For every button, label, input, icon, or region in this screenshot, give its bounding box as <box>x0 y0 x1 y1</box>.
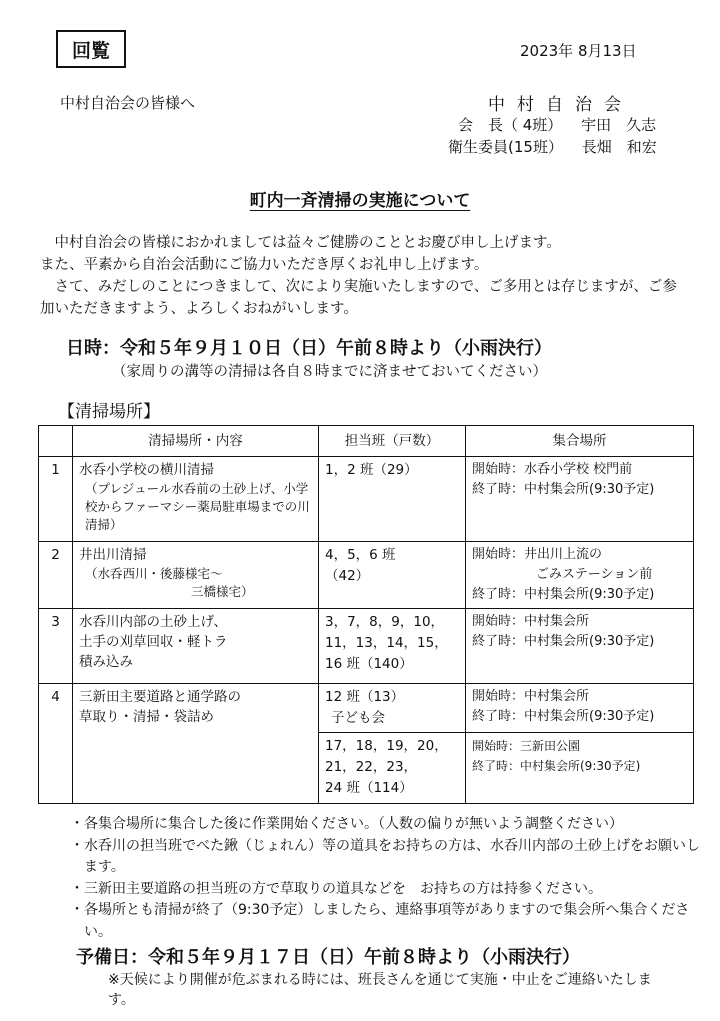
team-line: 12 班（13） <box>325 689 405 705</box>
table-row <box>39 457 694 542</box>
meeting-start: 開始時：三新田公園 <box>472 739 581 753</box>
place-line: 草取り・清掃・袋詰め <box>79 709 214 725</box>
team-line: 4，5，6 班 <box>325 547 396 563</box>
meeting-end: 終了時：中村集会所(9:30予定) <box>472 709 655 724</box>
meeting-start: 開始時：中村集会所 <box>472 614 590 629</box>
row-place <box>73 684 319 804</box>
row-meeting <box>466 684 694 733</box>
meeting-end: 終了時：中村集会所(9:30予定) <box>472 482 655 497</box>
addressee: 中村自治会の皆様へ <box>60 94 196 112</box>
meeting-start-2: ごみステーション前 <box>536 567 653 582</box>
team-line: 24 班（114） <box>325 780 413 796</box>
row-no: 4 <box>39 684 73 804</box>
row-place <box>73 542 319 609</box>
signatory-name: 宇田 久志 <box>581 116 657 134</box>
team-line: 11，13，14，15， <box>325 635 448 651</box>
note-item: ・各場所とも清掃が終了（9:30予定）しましたら、連絡事項等がありますので集会所へ集合ください。 <box>70 902 690 940</box>
place-detail-2: 三橋様宅） <box>191 584 254 599</box>
organization-name: 中村自治会 <box>488 95 633 115</box>
kairan-badge: 回覧 <box>56 30 126 68</box>
signatory-chairman <box>458 114 656 135</box>
header-no <box>39 426 73 457</box>
notes-list <box>70 814 700 943</box>
table-row <box>39 684 694 733</box>
row-team <box>319 609 466 684</box>
meeting-end: 終了時：中村集会所(9:30予定) <box>472 634 655 649</box>
table-row <box>39 609 694 684</box>
note-item: ・水呑川の担当班でべた鍬（じょれん）等の道具をお持ちの方は、水呑川内部の土砂上げをお願いします。 <box>70 837 700 875</box>
thanks-paragraph: また、平素から自治会活動にご協力いただき厚くお礼申し上げます。 <box>40 257 489 273</box>
row-meeting <box>466 609 694 684</box>
places-section-title: 【清掃場所】 <box>58 402 160 422</box>
row-team <box>319 684 466 733</box>
row-team <box>319 733 466 804</box>
team-line: 子ども会 <box>331 710 385 726</box>
header-meeting: 集合場所 <box>466 426 694 457</box>
meeting-start: 開始時：井出川上流の <box>472 547 603 562</box>
team-line: 17，18，19，20， <box>325 738 448 754</box>
place-line: 水呑川内部の土砂上げ、 <box>79 614 227 630</box>
row-no: 2 <box>39 542 73 609</box>
cleaning-places-table <box>38 425 694 804</box>
team-line: 16 班（140） <box>325 656 413 672</box>
signatory-name: 長畑 和宏 <box>581 138 657 156</box>
issue-date: 2023年 8月13日 <box>520 42 637 60</box>
meeting-end: 終了時：中村集会所(9:30予定) <box>472 587 655 602</box>
meeting-start: 開始時：中村集会所 <box>472 689 590 704</box>
row-team: 1，2 班（29） <box>319 457 466 542</box>
place-line: 積み込み <box>79 654 133 670</box>
place-detail: （プレジュール水呑前の土砂上げ、小学校からファーマシー薬局駐車場までの川清掃） <box>85 481 310 532</box>
table-header-row <box>39 426 694 457</box>
table-row <box>39 542 694 609</box>
note-item: ・三新田主要道路の担当班の方で草取りの道具などを お持ちの方は持参ください。 <box>70 880 602 897</box>
document-title: 町内一斉清掃の実施について <box>249 191 471 211</box>
team-line: （42） <box>325 568 370 584</box>
header-place: 清掃場所・内容 <box>73 426 319 457</box>
place-main: 井出川清掃 <box>79 547 147 563</box>
row-no: 1 <box>39 457 73 542</box>
backup-datetime: 予備日：令和５年９月１７日（日）午前８時より（小雨決行） <box>76 947 580 968</box>
greeting-paragraph: 中村自治会の皆様におかれましては益々ご健勝のこととお慶び申し上げます。 <box>40 235 561 251</box>
team-line: 21，22，23， <box>325 759 418 775</box>
meeting-start: 開始時：水呑小学校 校門前 <box>472 462 633 477</box>
place-line: 土手の刈草回収・軽トラ <box>79 634 228 650</box>
row-no: 3 <box>39 609 73 684</box>
row-meeting <box>466 542 694 609</box>
note-item: ・各集合場所に集合した後に作業開始ください。（人数の偏りが無いよう調整ください） <box>70 816 623 832</box>
place-detail: （水呑西川・後藤様宅〜 <box>85 566 223 581</box>
event-datetime-note: （家周りの溝等の清掃は各自８時までに済ませておいてください） <box>112 364 547 380</box>
meeting-end: 終了時：中村集会所(9:30予定) <box>472 759 641 773</box>
row-meeting <box>466 457 694 542</box>
team-line: 3，7，8，9，10， <box>325 614 445 630</box>
backup-note: ※天候により開催が危ぶまれる時には、班長さんを通じて実施・中止をご連絡いたします。 <box>108 972 652 1008</box>
event-datetime: 日時：令和５年９月１０日（日）午前８時より（小雨決行） <box>66 338 552 359</box>
row-team <box>319 542 466 609</box>
signatory-role: 会 長（ 4班） <box>458 116 563 134</box>
signatory-role: 衛生委員(15班） <box>448 138 563 156</box>
signatory-sanitation <box>448 136 657 157</box>
request-paragraph: さて、みだしのことにつきまして、次により実施いたしますので、ご多用とは存じますが、ご参加いただきますよう、よろしくおねがいします。 <box>40 279 677 317</box>
place-line: 三新田主要道路と通学路の <box>79 689 241 705</box>
row-meeting <box>466 733 694 804</box>
row-place <box>73 457 319 542</box>
place-main: 水呑小学校の横川清掃 <box>79 462 214 478</box>
header-team: 担当班（戸数） <box>319 426 466 457</box>
row-place <box>73 609 319 684</box>
